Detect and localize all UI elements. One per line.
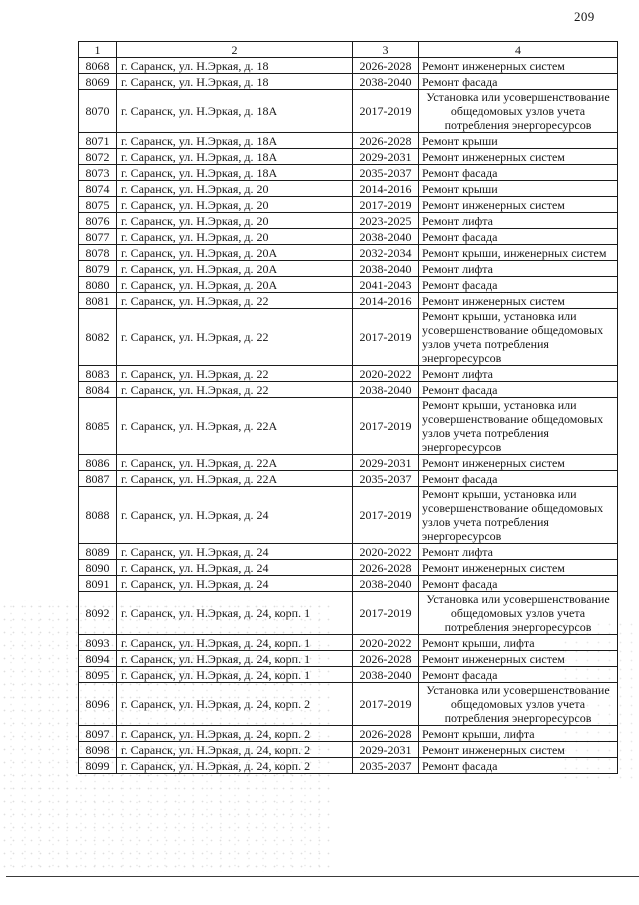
work-type-cell: Ремонт лифта bbox=[419, 366, 618, 382]
column-header-period: 3 bbox=[353, 42, 419, 58]
address-cell: г. Саранск, ул. Н.Эркая, д. 24, корп. 2 bbox=[117, 683, 353, 726]
work-type-cell: Ремонт инженерных систем bbox=[419, 651, 618, 667]
period-cell: 2032-2034 bbox=[353, 245, 419, 261]
table-row bbox=[79, 560, 618, 576]
table-row bbox=[79, 455, 618, 471]
row-number-cell: 8093 bbox=[79, 635, 117, 651]
row-number-cell: 8085 bbox=[79, 398, 117, 455]
work-type-cell: Ремонт инженерных систем bbox=[419, 293, 618, 309]
row-number-cell: 8090 bbox=[79, 560, 117, 576]
work-type-cell: Ремонт инженерных систем bbox=[419, 197, 618, 213]
column-header-work: 4 bbox=[419, 42, 618, 58]
period-cell: 2026-2028 bbox=[353, 726, 419, 742]
table-row bbox=[79, 197, 618, 213]
period-cell: 2038-2040 bbox=[353, 576, 419, 592]
period-cell: 2029-2031 bbox=[353, 149, 419, 165]
table-row bbox=[79, 149, 618, 165]
work-type-cell: Ремонт фасада bbox=[419, 576, 618, 592]
row-number-cell: 8089 bbox=[79, 544, 117, 560]
row-number-cell: 8079 bbox=[79, 261, 117, 277]
period-cell: 2017-2019 bbox=[353, 487, 419, 544]
table-row bbox=[79, 181, 618, 197]
table-row bbox=[79, 382, 618, 398]
table-row bbox=[79, 277, 618, 293]
address-cell: г. Саранск, ул. Н.Эркая, д. 20 bbox=[117, 197, 353, 213]
table-row bbox=[79, 213, 618, 229]
address-cell: г. Саранск, ул. Н.Эркая, д. 24, корп. 1 bbox=[117, 651, 353, 667]
address-cell: г. Саранск, ул. Н.Эркая, д. 22А bbox=[117, 455, 353, 471]
work-type-cell: Ремонт фасада bbox=[419, 277, 618, 293]
table-row bbox=[79, 487, 618, 544]
address-cell: г. Саранск, ул. Н.Эркая, д. 20 bbox=[117, 181, 353, 197]
period-cell: 2017-2019 bbox=[353, 398, 419, 455]
address-cell: г. Саранск, ул. Н.Эркая, д. 18А bbox=[117, 165, 353, 181]
table-row bbox=[79, 245, 618, 261]
table-row bbox=[79, 366, 618, 382]
row-number-cell: 8074 bbox=[79, 181, 117, 197]
row-number-cell: 8075 bbox=[79, 197, 117, 213]
address-cell: г. Саранск, ул. Н.Эркая, д. 18 bbox=[117, 58, 353, 74]
column-header-address: 2 bbox=[117, 42, 353, 58]
address-cell: г. Саранск, ул. Н.Эркая, д. 24, корп. 1 bbox=[117, 592, 353, 635]
table-row bbox=[79, 544, 618, 560]
address-cell: г. Саранск, ул. Н.Эркая, д. 20 bbox=[117, 213, 353, 229]
work-type-cell: Ремонт лифта bbox=[419, 213, 618, 229]
work-type-cell: Ремонт фасада bbox=[419, 229, 618, 245]
work-type-cell: Ремонт крыши, установка или усовершенствование общедомовых узлов учета потребления энергоресурсов bbox=[419, 309, 618, 366]
work-type-cell: Ремонт фасада bbox=[419, 667, 618, 683]
work-type-cell: Ремонт фасада bbox=[419, 471, 618, 487]
work-type-cell: Ремонт фасада bbox=[419, 382, 618, 398]
period-cell: 2029-2031 bbox=[353, 455, 419, 471]
address-cell: г. Саранск, ул. Н.Эркая, д. 20 bbox=[117, 229, 353, 245]
scan-edge-line bbox=[6, 876, 639, 877]
page-number: 209 bbox=[574, 9, 595, 24]
row-number-cell: 8092 bbox=[79, 592, 117, 635]
address-cell: г. Саранск, ул. Н.Эркая, д. 22А bbox=[117, 398, 353, 455]
period-cell: 2035-2037 bbox=[353, 165, 419, 181]
row-number-cell: 8073 bbox=[79, 165, 117, 181]
table-row bbox=[79, 261, 618, 277]
work-type-cell: Установка или усовершенствование общедомовых узлов учета потребления энергоресурсов bbox=[419, 683, 618, 726]
period-cell: 2020-2022 bbox=[353, 635, 419, 651]
work-type-cell: Ремонт фасада bbox=[419, 165, 618, 181]
period-cell: 2038-2040 bbox=[353, 382, 419, 398]
work-type-cell: Ремонт крыши, установка или усовершенствование общедомовых узлов учета потребления энергоресурсов bbox=[419, 398, 618, 455]
work-type-cell: Установка или усовершенствование общедомовых узлов учета потребления энергоресурсов bbox=[419, 592, 618, 635]
work-type-cell: Ремонт инженерных систем bbox=[419, 149, 618, 165]
row-number-cell: 8087 bbox=[79, 471, 117, 487]
address-cell: г. Саранск, ул. Н.Эркая, д. 24 bbox=[117, 487, 353, 544]
address-cell: г. Саранск, ул. Н.Эркая, д. 22 bbox=[117, 382, 353, 398]
address-cell: г. Саранск, ул. Н.Эркая, д. 24, корп. 1 bbox=[117, 635, 353, 651]
work-type-cell: Ремонт крыши, инженерных систем bbox=[419, 245, 618, 261]
period-cell: 2014-2016 bbox=[353, 181, 419, 197]
period-cell: 2035-2037 bbox=[353, 758, 419, 774]
column-header-number: 1 bbox=[79, 42, 117, 58]
row-number-cell: 8096 bbox=[79, 683, 117, 726]
work-type-cell: Ремонт лифта bbox=[419, 544, 618, 560]
table-row bbox=[79, 165, 618, 181]
address-cell: г. Саранск, ул. Н.Эркая, д. 24 bbox=[117, 560, 353, 576]
period-cell: 2020-2022 bbox=[353, 366, 419, 382]
row-number-cell: 8091 bbox=[79, 576, 117, 592]
table-row bbox=[79, 471, 618, 487]
table-header-row bbox=[79, 42, 618, 58]
period-cell: 2035-2037 bbox=[353, 471, 419, 487]
row-number-cell: 8088 bbox=[79, 487, 117, 544]
row-number-cell: 8069 bbox=[79, 74, 117, 90]
row-number-cell: 8068 bbox=[79, 58, 117, 74]
period-cell: 2029-2031 bbox=[353, 742, 419, 758]
address-cell: г. Саранск, ул. Н.Эркая, д. 24 bbox=[117, 576, 353, 592]
period-cell: 2017-2019 bbox=[353, 592, 419, 635]
address-cell: г. Саранск, ул. Н.Эркая, д. 24, корп. 2 bbox=[117, 758, 353, 774]
table-row bbox=[79, 576, 618, 592]
row-number-cell: 8097 bbox=[79, 726, 117, 742]
row-number-cell: 8076 bbox=[79, 213, 117, 229]
work-type-cell: Ремонт крыши bbox=[419, 181, 618, 197]
work-type-cell: Ремонт инженерных систем bbox=[419, 58, 618, 74]
table-row bbox=[79, 293, 618, 309]
row-number-cell: 8098 bbox=[79, 742, 117, 758]
period-cell: 2038-2040 bbox=[353, 261, 419, 277]
work-type-cell: Ремонт лифта bbox=[419, 261, 618, 277]
address-cell: г. Саранск, ул. Н.Эркая, д. 20А bbox=[117, 261, 353, 277]
address-cell: г. Саранск, ул. Н.Эркая, д. 20А bbox=[117, 277, 353, 293]
work-type-cell: Ремонт фасада bbox=[419, 758, 618, 774]
period-cell: 2017-2019 bbox=[353, 197, 419, 213]
address-cell: г. Саранск, ул. Н.Эркая, д. 24, корп. 1 bbox=[117, 667, 353, 683]
address-cell: г. Саранск, ул. Н.Эркая, д. 20А bbox=[117, 245, 353, 261]
period-cell: 2017-2019 bbox=[353, 683, 419, 726]
period-cell: 2017-2019 bbox=[353, 309, 419, 366]
table-row bbox=[79, 90, 618, 133]
period-cell: 2026-2028 bbox=[353, 133, 419, 149]
period-cell: 2023-2025 bbox=[353, 213, 419, 229]
row-number-cell: 8099 bbox=[79, 758, 117, 774]
table-row bbox=[79, 229, 618, 245]
period-cell: 2038-2040 bbox=[353, 74, 419, 90]
address-cell: г. Саранск, ул. Н.Эркая, д. 24 bbox=[117, 544, 353, 560]
row-number-cell: 8083 bbox=[79, 366, 117, 382]
row-number-cell: 8084 bbox=[79, 382, 117, 398]
address-cell: г. Саранск, ул. Н.Эркая, д. 22 bbox=[117, 293, 353, 309]
table-row bbox=[79, 58, 618, 74]
work-type-cell: Ремонт инженерных систем bbox=[419, 455, 618, 471]
address-cell: г. Саранск, ул. Н.Эркая, д. 22 bbox=[117, 366, 353, 382]
period-cell: 2020-2022 bbox=[353, 544, 419, 560]
scan-noise bbox=[0, 600, 330, 872]
table-header bbox=[79, 42, 618, 58]
table-row bbox=[79, 309, 618, 366]
period-cell: 2026-2028 bbox=[353, 651, 419, 667]
row-number-cell: 8095 bbox=[79, 667, 117, 683]
scan-noise bbox=[560, 620, 639, 780]
address-cell: г. Саранск, ул. Н.Эркая, д. 18А bbox=[117, 133, 353, 149]
table-row bbox=[79, 398, 618, 455]
row-number-cell: 8080 bbox=[79, 277, 117, 293]
work-type-cell: Установка или усовершенствование общедомовых узлов учета потребления энергоресурсов bbox=[419, 90, 618, 133]
work-type-cell: Ремонт инженерных систем bbox=[419, 560, 618, 576]
address-cell: г. Саранск, ул. Н.Эркая, д. 24, корп. 2 bbox=[117, 726, 353, 742]
row-number-cell: 8094 bbox=[79, 651, 117, 667]
work-type-cell: Ремонт крыши, установка или усовершенствование общедомовых узлов учета потребления энергоресурсов bbox=[419, 487, 618, 544]
address-cell: г. Саранск, ул. Н.Эркая, д. 22 bbox=[117, 309, 353, 366]
address-cell: г. Саранск, ул. Н.Эркая, д. 22А bbox=[117, 471, 353, 487]
period-cell: 2026-2028 bbox=[353, 560, 419, 576]
address-cell: г. Саранск, ул. Н.Эркая, д. 18А bbox=[117, 149, 353, 165]
row-number-cell: 8070 bbox=[79, 90, 117, 133]
address-cell: г. Саранск, ул. Н.Эркая, д. 18А bbox=[117, 90, 353, 133]
address-cell: г. Саранск, ул. Н.Эркая, д. 24, корп. 2 bbox=[117, 742, 353, 758]
row-number-cell: 8077 bbox=[79, 229, 117, 245]
row-number-cell: 8078 bbox=[79, 245, 117, 261]
address-cell: г. Саранск, ул. Н.Эркая, д. 18 bbox=[117, 74, 353, 90]
row-number-cell: 8081 bbox=[79, 293, 117, 309]
row-number-cell: 8072 bbox=[79, 149, 117, 165]
table-row bbox=[79, 74, 618, 90]
period-cell: 2038-2040 bbox=[353, 667, 419, 683]
work-type-cell: Ремонт крыши, лифта bbox=[419, 726, 618, 742]
work-type-cell: Ремонт инженерных систем bbox=[419, 742, 618, 758]
row-number-cell: 8082 bbox=[79, 309, 117, 366]
row-number-cell: 8071 bbox=[79, 133, 117, 149]
row-number-cell: 8086 bbox=[79, 455, 117, 471]
table-row bbox=[79, 133, 618, 149]
period-cell: 2041-2043 bbox=[353, 277, 419, 293]
work-type-cell: Ремонт крыши, лифта bbox=[419, 635, 618, 651]
work-type-cell: Ремонт крыши bbox=[419, 133, 618, 149]
period-cell: 2038-2040 bbox=[353, 229, 419, 245]
period-cell: 2017-2019 bbox=[353, 90, 419, 133]
period-cell: 2014-2016 bbox=[353, 293, 419, 309]
period-cell: 2026-2028 bbox=[353, 58, 419, 74]
work-type-cell: Ремонт фасада bbox=[419, 74, 618, 90]
